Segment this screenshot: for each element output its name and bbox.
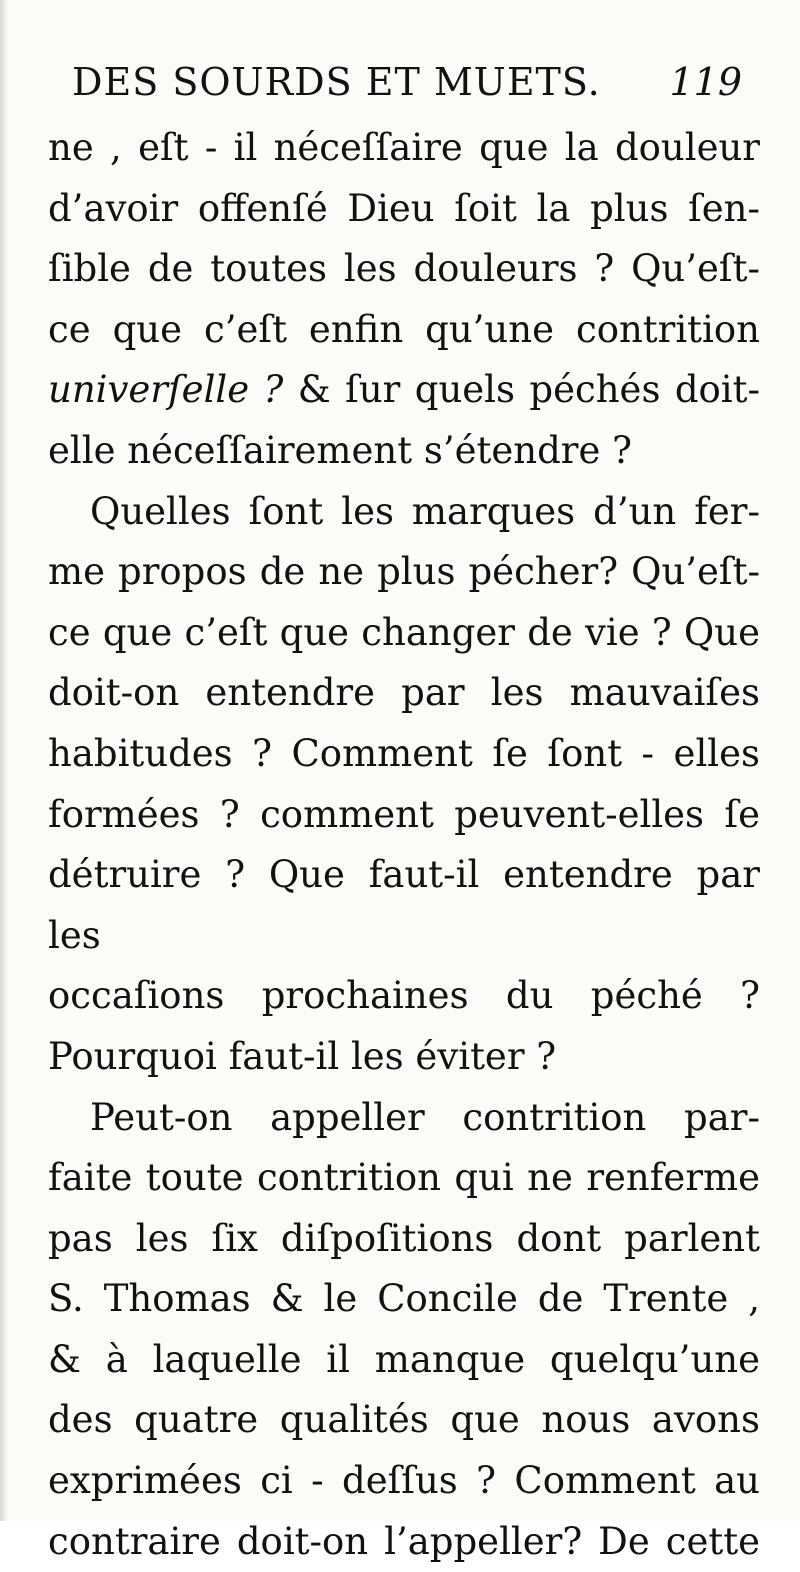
text-line-6: elle néceſſairement s’étendre ? bbox=[48, 428, 632, 472]
text-line-4: ce que c’eſt enfin qu’une contrition bbox=[48, 307, 760, 351]
text-line-19: S. Thomas & le Concile de Trente , bbox=[48, 1277, 760, 1321]
running-title: DES SOURDS ET MUETS. bbox=[72, 60, 601, 104]
text-line-3: ſible de toutes les douleurs ? Qu’eſt- bbox=[48, 247, 760, 291]
text-line-7: Quelles ſont les marques d’un fer- bbox=[90, 489, 760, 533]
text-line-18: pas les ſix diſpoſitions dont parlent bbox=[48, 1216, 760, 1260]
text-line-12: formées ? comment peuvent-elles ſe bbox=[48, 792, 760, 836]
text-line-22: exprimées ci - deſſus ? Comment au bbox=[48, 1459, 760, 1503]
text-line-15: Pourquoi faut-il les éviter ? bbox=[48, 1034, 557, 1078]
running-header bbox=[72, 60, 742, 120]
text-line-8: me propos de ne plus pécher? Qu’eſt- bbox=[48, 550, 760, 594]
text-line-14: occaſions prochaines du péché ? bbox=[48, 974, 760, 1018]
italic-word-universelle: univerſelle ? bbox=[48, 368, 284, 412]
page-edge-shadow bbox=[0, 0, 8, 1521]
text-line-1: ne , eſt - il néceſſaire que la douleur bbox=[48, 126, 760, 169]
text-line-23: contraire doit-on l’appeller? De cette bbox=[48, 1519, 760, 1563]
text-line-17: faite toute contrition qui ne renferme bbox=[48, 1156, 760, 1200]
body-text bbox=[48, 118, 760, 1572]
text-line-9: ce que c’eſt que changer de vie ? Que bbox=[48, 610, 760, 654]
page-number: 119 bbox=[669, 60, 742, 104]
text-line-20: & à laquelle il manque quelqu’une bbox=[48, 1337, 760, 1381]
text-line-5-rest: & ſur quels péchés doit- bbox=[283, 368, 760, 412]
text-line-11: habitudes ? Comment ſe ſont - elles bbox=[48, 731, 760, 775]
text-line-13: détruire ? Que faut-il entendre par les bbox=[48, 853, 760, 957]
text-line-21: des quatre qualités que nous avons bbox=[48, 1398, 760, 1442]
text-line-5 bbox=[48, 360, 760, 421]
text-line-10: doit-on entendre par les mauvaiſes bbox=[48, 671, 760, 715]
text-line-2: d’avoir offenſé Dieu ſoit la plus ſen- bbox=[48, 186, 760, 230]
text-line-16: Peut-on appeller contrition par- bbox=[90, 1095, 760, 1139]
